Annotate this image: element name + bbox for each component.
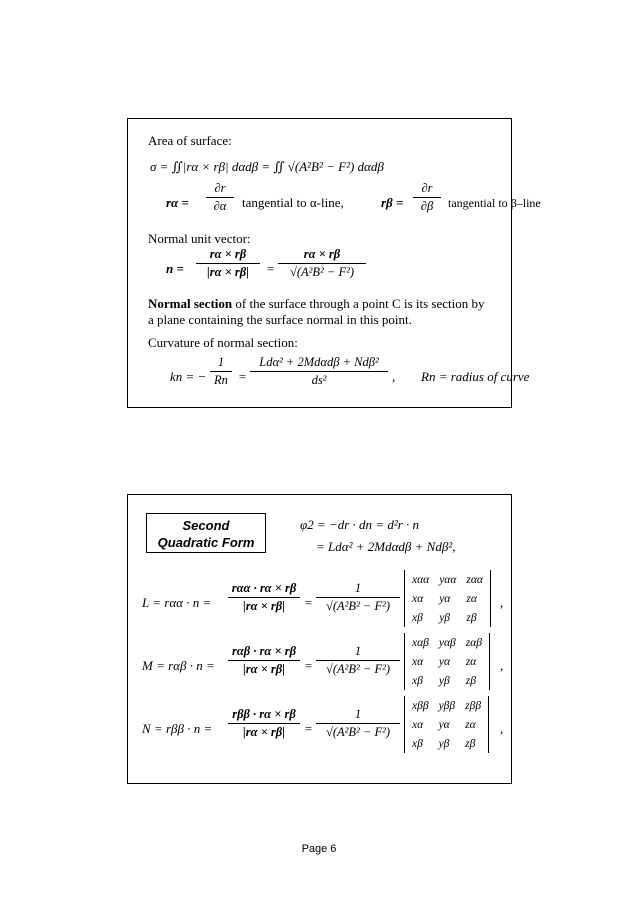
kn-frac2-numerator: Ldα² + 2Mdαdβ + Ndβ² (259, 355, 379, 369)
n-fraction-2 (278, 247, 366, 280)
matrix-cell: xβ (412, 611, 423, 624)
kn-fraction-1 (210, 355, 232, 388)
matrix-cell: zα (466, 592, 477, 605)
coef-N-numerator-2: 1 (354, 707, 362, 721)
matrix-cell: zβ (465, 737, 476, 750)
matrix-cell: yαβ (438, 636, 456, 649)
coef-M-comma: , (500, 658, 504, 673)
normal-section-term: Normal section (148, 296, 233, 311)
matrix-cell: yα (438, 655, 451, 668)
matrix-cell: xββ (412, 699, 429, 712)
n-frac2-numerator: rα × rβ (303, 247, 341, 261)
coef-M-fraction-1 (228, 644, 300, 677)
area-heading: Area of surface: (148, 133, 232, 148)
normal-heading: Normal unit vector: (148, 231, 251, 246)
coef-L-numerator: rαα · rα × rβ (231, 581, 297, 595)
matrix-cell: zα (465, 655, 477, 668)
r-alpha-lhs: rα = (166, 195, 189, 210)
slide-surface-area (127, 118, 541, 408)
coef-N-fraction-1 (228, 707, 300, 740)
coef-N-numerator: rββ · rα × rβ (232, 707, 296, 721)
matrix-cell: xα (412, 655, 424, 668)
r-alpha-note: tangential to α-line, (242, 195, 344, 210)
matrix-cell: yβ (439, 611, 451, 624)
coef-M-numerator-2: 1 (354, 644, 362, 658)
r-beta-denominator: ∂β (420, 199, 434, 213)
coef-M-denominator: |rα × rβ| (243, 662, 285, 676)
r-alpha-denominator: ∂α (213, 199, 227, 213)
matrix-cell: yββ (438, 699, 456, 712)
kn-comma: , (392, 369, 396, 384)
phi-line-2: = Ldα² + 2Mdαdβ + Ndβ², (316, 539, 456, 554)
r-alpha-numerator: ∂r (214, 181, 226, 195)
coef-N-denominator: |rα × rβ| (243, 725, 285, 739)
coef-L-fraction-1 (228, 581, 300, 614)
coef-M-fraction-2 (316, 644, 400, 677)
coef-L-denominator: |rα × rβ| (243, 599, 285, 613)
coef-M-determinant (404, 633, 490, 690)
n-frac1-numerator: rα × rβ (209, 247, 247, 261)
n-lhs: n = (166, 261, 184, 276)
matrix-cell: xαβ (412, 636, 429, 649)
n-equals: = (266, 261, 275, 276)
n-frac1-denominator: |rα × rβ| (207, 265, 249, 279)
normal-section-paragraph (148, 296, 493, 328)
matrix-cell: zβ (465, 674, 476, 687)
badge-line-2: Quadratic Form (157, 535, 255, 550)
matrix-cell: xα (412, 592, 424, 605)
coef-L-denominator-2: √(A²B² − F²) (325, 599, 391, 613)
phi-line-1: φ2 = −dr · dn = d²r · n (300, 517, 420, 532)
curvature-heading: Curvature of normal section: (148, 335, 298, 350)
coef-M-equals: = (304, 658, 313, 673)
matrix-cell: zβ (466, 611, 477, 624)
n-fraction-1 (196, 247, 260, 280)
matrix-cell: xβ (412, 737, 423, 750)
matrix-cell: yβ (438, 737, 450, 750)
r-beta-numerator: ∂r (421, 181, 433, 195)
slide-second-quadratic-form (127, 494, 512, 784)
area-formula: σ = ∬|rα × rβ| dαdβ = ∬ √(A²B² − F²) dαdβ (150, 159, 384, 174)
r-beta-lhs: rβ = (381, 195, 404, 210)
coef-M-denominator-2: √(A²B² − F²) (325, 662, 391, 676)
matrix-cell: xα (412, 718, 424, 731)
kn-equals: = (238, 369, 247, 384)
matrix-cell: zββ (465, 699, 482, 712)
coef-L-determinant (404, 570, 491, 627)
page-footer: Page 6 (301, 843, 337, 855)
kn-frac1-denominator: Rn (214, 373, 228, 387)
kn-frac2-denominator: ds² (311, 373, 327, 387)
matrix-cell: zαα (466, 573, 483, 586)
coef-M-numerator: rαβ · rα × rβ (232, 644, 296, 658)
coef-L-lhs: L = rαα · n = (142, 595, 212, 610)
r-alpha-fraction (206, 181, 234, 214)
matrix-cell: xβ (412, 674, 423, 687)
coef-N-determinant (404, 696, 489, 753)
coef-L-numerator-2: 1 (354, 581, 362, 595)
badge-line-1: Second (182, 518, 230, 533)
coef-N-comma: , (500, 721, 504, 736)
coef-N-lhs: N = rββ · n = (142, 721, 213, 736)
matrix-cell: yα (439, 592, 451, 605)
coef-M-lhs: M = rαβ · n = (142, 658, 215, 673)
kn-lhs: kn = − (170, 369, 207, 384)
section-badge (146, 513, 266, 553)
coef-L-comma: , (500, 595, 504, 610)
coef-L-equals: = (304, 595, 313, 610)
coef-L-fraction-2 (316, 581, 400, 614)
coef-N-equals: = (304, 721, 313, 736)
r-beta-note: tangential to β–line (448, 196, 541, 210)
matrix-cell: zαβ (465, 636, 482, 649)
kn-frac1-numerator: 1 (217, 355, 225, 369)
matrix-cell: yβ (438, 674, 450, 687)
kn-fraction-2 (250, 355, 388, 388)
matrix-cell: yα (438, 718, 450, 731)
coef-N-fraction-2 (316, 707, 400, 740)
normal-section-definition: of the surface through a point C is its section by a plane containing the surface normal in this point. (148, 296, 485, 327)
matrix-cell: xαα (412, 573, 430, 586)
coef-N-denominator-2: √(A²B² − F²) (325, 725, 391, 739)
n-frac2-denominator: √(A²B² − F²) (289, 265, 355, 279)
matrix-cell: zα (465, 718, 476, 731)
rn-note: Rn = radius of curve (421, 369, 530, 384)
r-beta-fraction (413, 181, 441, 214)
matrix-cell: yαα (439, 573, 457, 586)
